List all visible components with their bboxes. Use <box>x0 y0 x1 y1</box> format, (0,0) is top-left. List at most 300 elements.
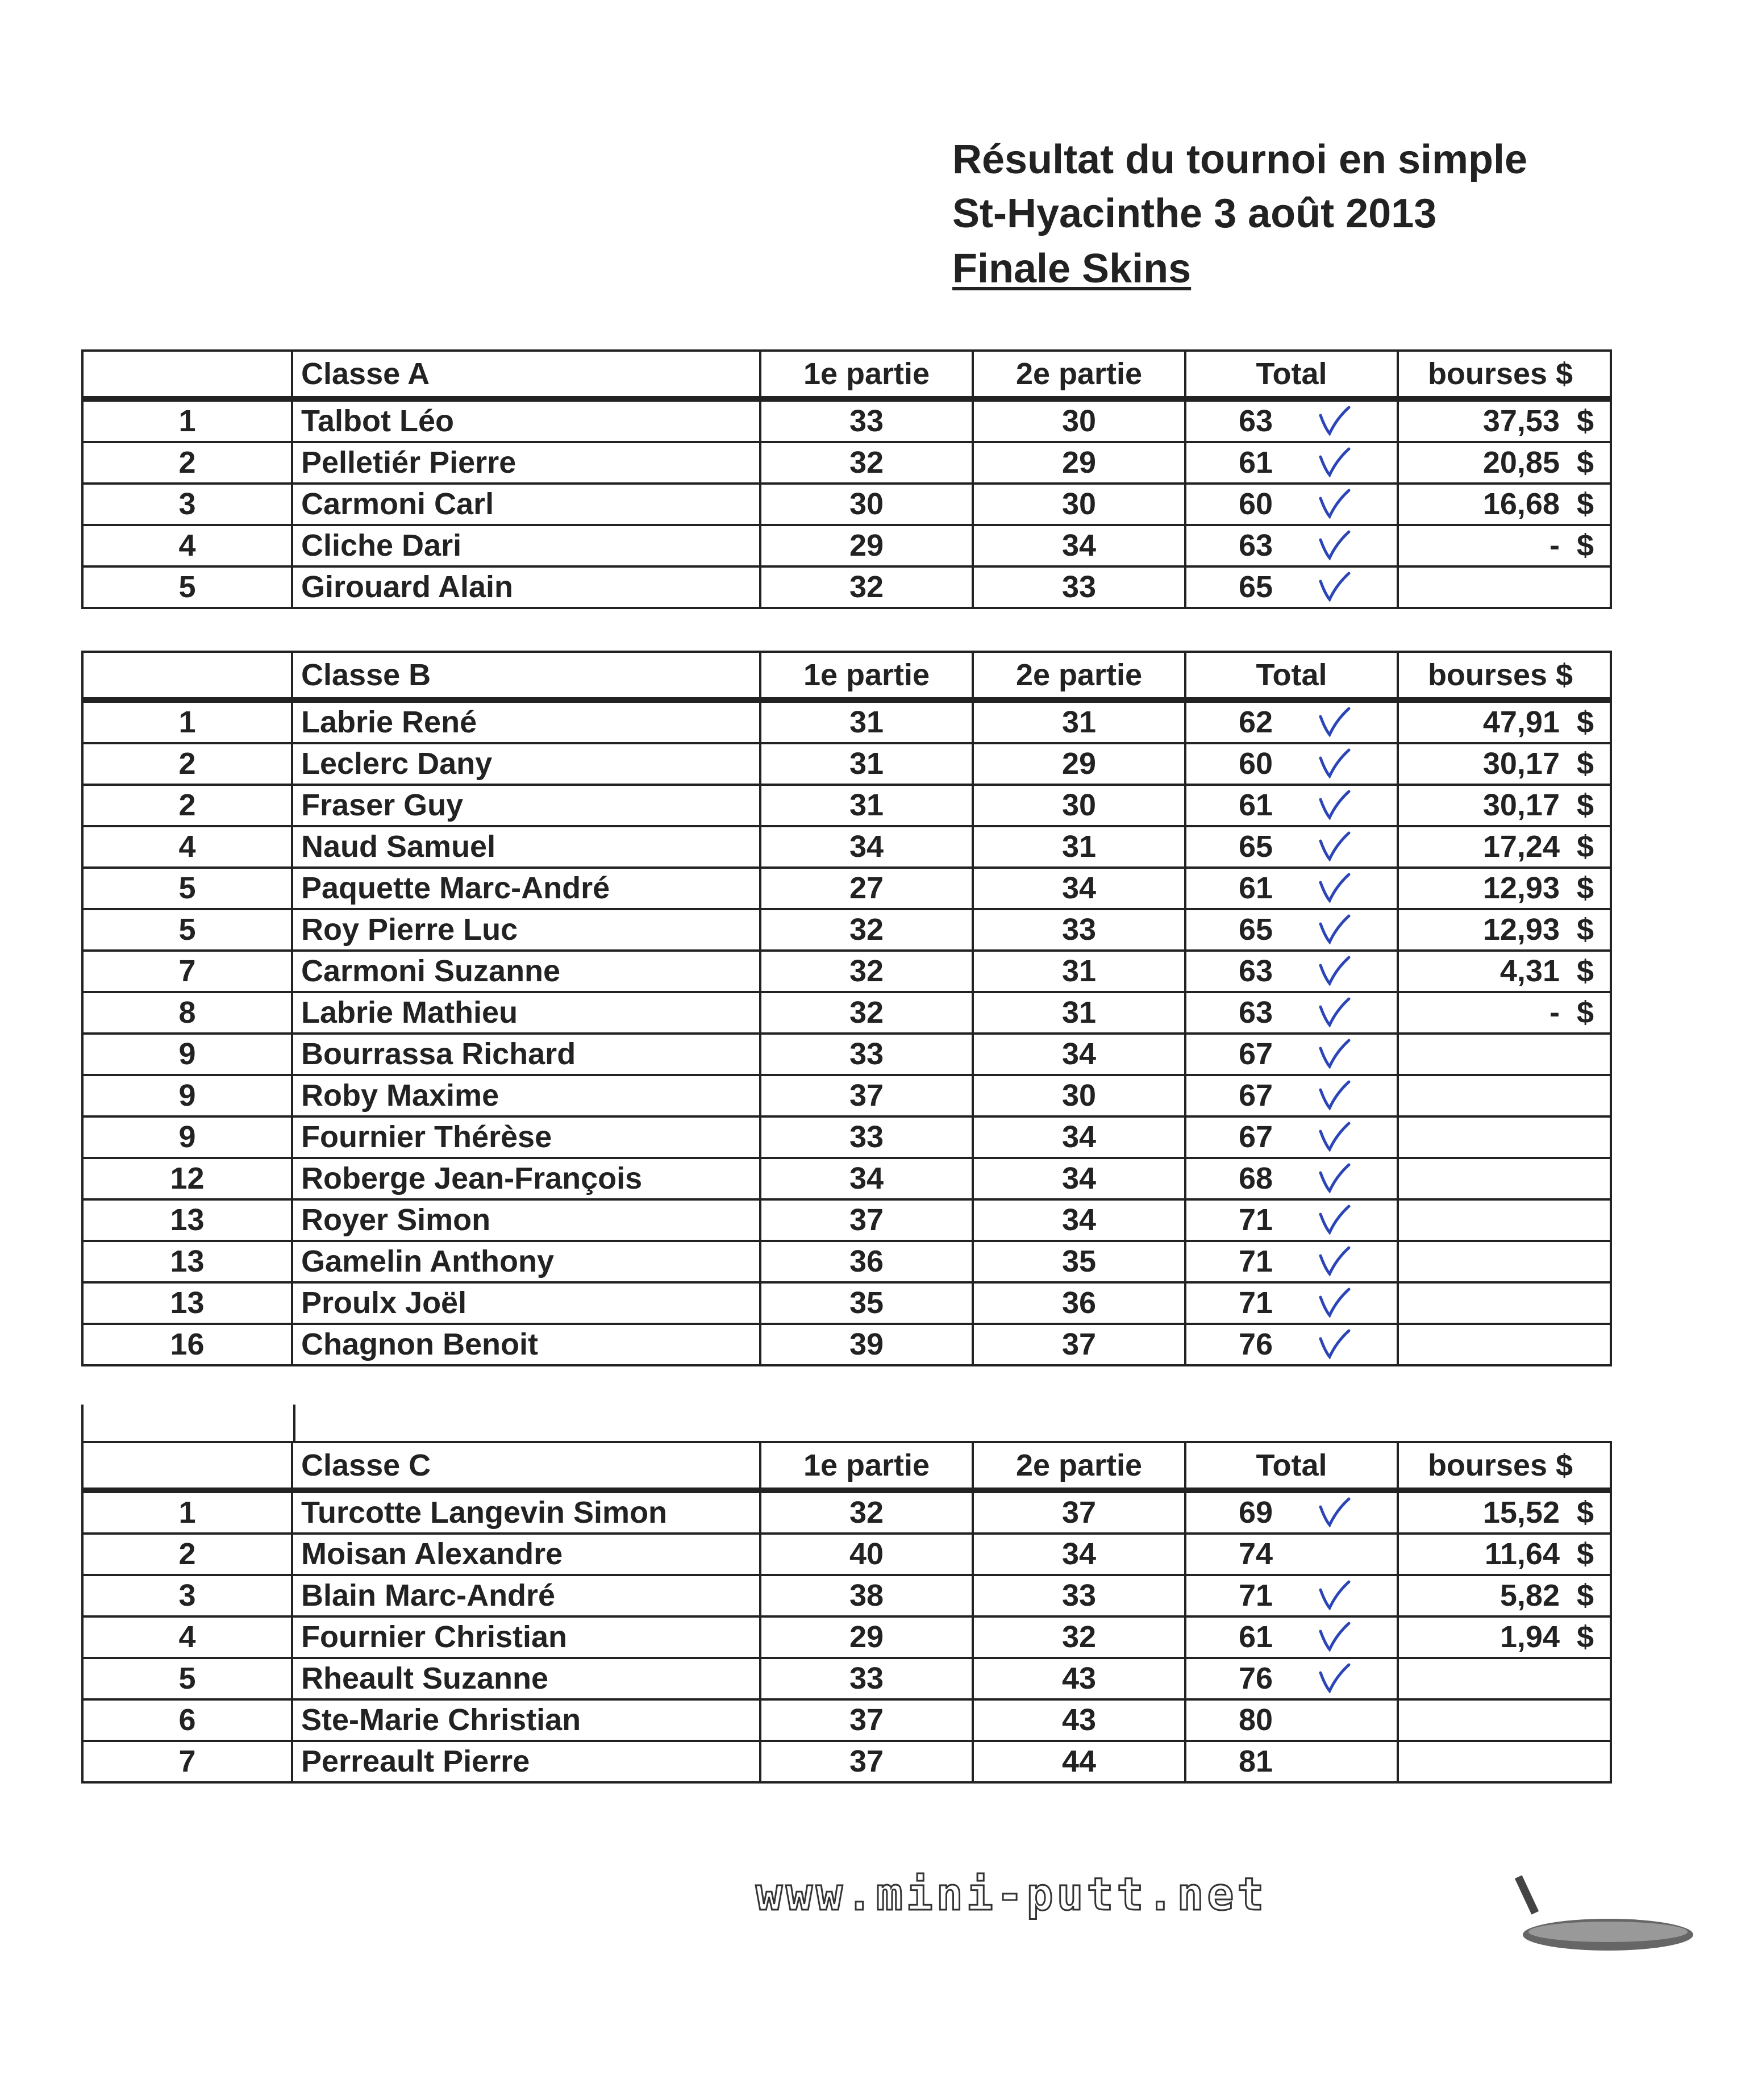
score-2e-partie-cell: 43 <box>973 1658 1185 1699</box>
purse-cell <box>1398 1282 1611 1324</box>
score-1e-partie-cell: 37 <box>760 1075 973 1116</box>
purse-amount: 47,91 <box>1482 705 1560 739</box>
player-name-cell: Roberge Jean-François <box>292 1158 760 1199</box>
player-name-cell: Girouard Alain <box>292 566 760 608</box>
purse-cell <box>1398 785 1611 826</box>
rank-cell: 5 <box>82 566 292 608</box>
score-1e-partie-cell: 31 <box>760 743 973 785</box>
purse-amount: 5,82 <box>1499 1578 1560 1613</box>
handwritten-checkmark-icon <box>1317 1621 1351 1653</box>
total-cell <box>1185 1324 1398 1365</box>
total-cell <box>1185 868 1398 909</box>
purse-amount: 30,17 <box>1482 788 1560 822</box>
score-1e-partie-cell: 29 <box>760 525 973 566</box>
purse-cell <box>1398 743 1611 785</box>
player-name-cell: Fournier Christian <box>292 1616 760 1658</box>
table-row <box>82 1658 1611 1699</box>
rank-cell: 1 <box>82 700 292 743</box>
total-value: 60 <box>1239 487 1273 521</box>
currency-symbol: $ <box>1576 995 1594 1030</box>
total-cell <box>1185 1158 1398 1199</box>
total-cell <box>1185 700 1398 743</box>
score-2e-partie-cell: 34 <box>973 1034 1185 1075</box>
total-cell <box>1185 743 1398 785</box>
total-value: 76 <box>1239 1661 1273 1695</box>
score-1e-partie-cell: 27 <box>760 868 973 909</box>
purse-cell <box>1398 525 1611 566</box>
rank-cell: 9 <box>82 1034 292 1075</box>
score-2e-partie-cell: 33 <box>973 566 1185 608</box>
purse-amount: 11,64 <box>1484 1537 1560 1571</box>
header-rank-cell <box>82 652 292 700</box>
score-2e-partie-cell: 30 <box>973 484 1185 525</box>
currency-symbol: $ <box>1576 705 1594 739</box>
rank-cell: 5 <box>82 1658 292 1699</box>
score-2e-partie-cell: 34 <box>973 525 1185 566</box>
column-header-bourses: bourses $ <box>1398 652 1611 700</box>
total-value: 71 <box>1239 1244 1273 1278</box>
purse-cell <box>1398 1116 1611 1158</box>
score-2e-partie-cell: 36 <box>973 1282 1185 1324</box>
purse-cell <box>1398 909 1611 951</box>
total-value: 63 <box>1239 528 1273 562</box>
player-name-cell: Roy Pierre Luc <box>292 909 760 951</box>
score-1e-partie-cell: 33 <box>760 1116 973 1158</box>
putter-icon <box>1506 1875 1693 1960</box>
currency-symbol: $ <box>1576 871 1594 905</box>
handwritten-checkmark-icon <box>1317 1121 1351 1153</box>
handwritten-checkmark-icon <box>1317 530 1351 561</box>
column-header-bourses: bourses $ <box>1398 351 1611 399</box>
purse-cell <box>1398 1034 1611 1075</box>
table-row <box>82 1741 1611 1782</box>
currency-symbol: $ <box>1576 445 1594 480</box>
player-name-cell: Fournier Thérèse <box>292 1116 760 1158</box>
score-2e-partie-cell: 31 <box>973 992 1185 1034</box>
score-2e-partie-cell: 33 <box>973 1575 1185 1616</box>
total-value: 68 <box>1239 1161 1273 1195</box>
rank-cell: 1 <box>82 1490 292 1534</box>
table-row <box>82 1034 1611 1075</box>
purse-cell <box>1398 1199 1611 1241</box>
player-name-cell: Cliche Dari <box>292 525 760 566</box>
total-cell <box>1185 951 1398 992</box>
player-name-cell: Carmoni Carl <box>292 484 760 525</box>
purse-cell <box>1398 1616 1611 1658</box>
table-row <box>82 909 1611 951</box>
handwritten-checkmark-icon <box>1317 789 1351 821</box>
handwritten-checkmark-icon <box>1317 872 1351 904</box>
total-cell <box>1185 525 1398 566</box>
currency-symbol: $ <box>1576 487 1594 521</box>
total-cell <box>1185 785 1398 826</box>
purse-cell <box>1398 566 1611 608</box>
score-1e-partie-cell: 40 <box>760 1534 973 1575</box>
score-2e-partie-cell: 30 <box>973 399 1185 442</box>
handwritten-checkmark-icon <box>1317 1080 1351 1111</box>
score-2e-partie-cell: 31 <box>973 700 1185 743</box>
player-name-cell: Moisan Alexandre <box>292 1534 760 1575</box>
score-2e-partie-cell: 34 <box>973 1116 1185 1158</box>
player-name-cell: Bourrassa Richard <box>292 1034 760 1075</box>
handwritten-checkmark-icon <box>1317 1328 1351 1360</box>
handwritten-checkmark-icon <box>1317 955 1351 987</box>
handwritten-checkmark-icon <box>1317 1038 1351 1070</box>
rank-cell: 5 <box>82 909 292 951</box>
score-1e-partie-cell: 37 <box>760 1741 973 1782</box>
player-name-cell: Pelletiér Pierre <box>292 442 760 484</box>
purse-cell <box>1398 1534 1611 1575</box>
total-cell <box>1185 909 1398 951</box>
rank-cell: 9 <box>82 1116 292 1158</box>
column-header-1e-partie: 1e partie <box>760 652 973 700</box>
handwritten-checkmark-icon <box>1317 571 1351 603</box>
purse-amount: - <box>1549 528 1560 562</box>
total-cell <box>1185 1282 1398 1324</box>
rank-cell: 16 <box>82 1324 292 1365</box>
currency-symbol: $ <box>1576 788 1594 822</box>
score-1e-partie-cell: 37 <box>760 1199 973 1241</box>
handwritten-checkmark-icon <box>1317 914 1351 945</box>
currency-symbol: $ <box>1576 830 1594 864</box>
score-1e-partie-cell: 30 <box>760 484 973 525</box>
player-name-cell: Labrie Mathieu <box>292 992 760 1034</box>
purse-amount: - <box>1549 995 1560 1030</box>
total-value: 67 <box>1239 1120 1273 1154</box>
handwritten-checkmark-icon <box>1317 1580 1351 1611</box>
total-cell <box>1185 1034 1398 1075</box>
rank-cell: 4 <box>82 826 292 868</box>
total-cell <box>1185 1575 1398 1616</box>
total-value: 81 <box>1239 1744 1273 1778</box>
purse-cell <box>1398 1699 1611 1741</box>
table-spacer-row <box>81 1405 1612 1441</box>
total-value: 63 <box>1239 995 1273 1030</box>
score-2e-partie-cell: 31 <box>973 951 1185 992</box>
total-cell <box>1185 399 1398 442</box>
handwritten-checkmark-icon <box>1317 997 1351 1028</box>
total-value: 63 <box>1239 954 1273 988</box>
purse-amount: 37,53 <box>1482 404 1560 438</box>
total-value: 61 <box>1239 1620 1273 1654</box>
player-name-cell: Rheault Suzanne <box>292 1658 760 1699</box>
player-name-cell: Proulx Joël <box>292 1282 760 1324</box>
purse-cell <box>1398 484 1611 525</box>
currency-symbol: $ <box>1576 528 1594 562</box>
total-cell <box>1185 826 1398 868</box>
purse-cell <box>1398 951 1611 992</box>
rank-cell: 3 <box>82 484 292 525</box>
purse-cell <box>1398 1241 1611 1282</box>
rank-cell: 3 <box>82 1575 292 1616</box>
total-cell <box>1185 566 1398 608</box>
purse-amount: 1,94 <box>1499 1620 1560 1654</box>
currency-symbol: $ <box>1576 747 1594 781</box>
rank-cell: 8 <box>82 992 292 1034</box>
total-cell <box>1185 1616 1398 1658</box>
header-rank-cell <box>82 351 292 399</box>
table-row <box>82 1616 1611 1658</box>
purse-amount: 16,68 <box>1482 487 1560 521</box>
rank-cell: 2 <box>82 743 292 785</box>
score-1e-partie-cell: 32 <box>760 566 973 608</box>
purse-cell <box>1398 700 1611 743</box>
handwritten-checkmark-icon <box>1317 1663 1351 1694</box>
purse-cell <box>1398 1741 1611 1782</box>
currency-symbol: $ <box>1576 404 1594 438</box>
score-2e-partie-cell: 29 <box>973 442 1185 484</box>
table-row <box>82 1282 1611 1324</box>
score-2e-partie-cell: 37 <box>973 1324 1185 1365</box>
class-label: Classe B <box>292 652 760 700</box>
total-value: 69 <box>1239 1495 1273 1530</box>
score-1e-partie-cell: 34 <box>760 826 973 868</box>
handwritten-checkmark-icon <box>1317 447 1351 478</box>
player-name-cell: Royer Simon <box>292 1199 760 1241</box>
rank-cell: 7 <box>82 951 292 992</box>
score-1e-partie-cell: 32 <box>760 442 973 484</box>
table-row <box>82 1241 1611 1282</box>
total-value: 71 <box>1239 1203 1273 1237</box>
purse-cell <box>1398 399 1611 442</box>
table-row <box>82 700 1611 743</box>
total-value: 61 <box>1239 871 1273 905</box>
column-header-total: Total <box>1185 1442 1398 1490</box>
purse-cell <box>1398 1490 1611 1534</box>
purse-cell <box>1398 1324 1611 1365</box>
table-row <box>82 992 1611 1034</box>
column-header-total: Total <box>1185 351 1398 399</box>
total-value: 74 <box>1239 1537 1273 1571</box>
total-cell <box>1185 1116 1398 1158</box>
total-cell <box>1185 484 1398 525</box>
column-header-bourses: bourses $ <box>1398 1442 1611 1490</box>
table-row <box>82 1699 1611 1741</box>
total-cell <box>1185 1741 1398 1782</box>
table-row <box>82 1158 1611 1199</box>
score-1e-partie-cell: 32 <box>760 951 973 992</box>
table-row <box>82 484 1611 525</box>
score-2e-partie-cell: 34 <box>973 1534 1185 1575</box>
handwritten-checkmark-icon <box>1317 706 1351 738</box>
handwritten-checkmark-icon <box>1317 748 1351 780</box>
score-2e-partie-cell: 44 <box>973 1741 1185 1782</box>
total-value: 65 <box>1239 913 1273 947</box>
score-1e-partie-cell: 32 <box>760 1490 973 1534</box>
player-name-cell: Blain Marc-André <box>292 1575 760 1616</box>
table-row <box>82 1075 1611 1116</box>
score-1e-partie-cell: 38 <box>760 1575 973 1616</box>
purse-amount: 12,93 <box>1482 871 1560 905</box>
player-name-cell: Leclerc Dany <box>292 743 760 785</box>
table-row <box>82 1490 1611 1534</box>
table-row <box>82 785 1611 826</box>
table-row <box>82 951 1611 992</box>
class-label: Classe C <box>292 1442 760 1490</box>
score-2e-partie-cell: 34 <box>973 1158 1185 1199</box>
header-rank-cell <box>82 1442 292 1490</box>
score-2e-partie-cell: 35 <box>973 1241 1185 1282</box>
total-value: 63 <box>1239 404 1273 438</box>
rank-cell: 7 <box>82 1741 292 1782</box>
player-name-cell: Naud Samuel <box>292 826 760 868</box>
purse-amount: 4,31 <box>1499 954 1560 988</box>
column-header-2e-partie: 2e partie <box>973 652 1185 700</box>
purse-cell <box>1398 826 1611 868</box>
score-1e-partie-cell: 36 <box>760 1241 973 1282</box>
player-name-cell: Perreault Pierre <box>292 1741 760 1782</box>
handwritten-checkmark-icon <box>1317 488 1351 520</box>
score-1e-partie-cell: 31 <box>760 785 973 826</box>
rank-cell: 9 <box>82 1075 292 1116</box>
purse-amount: 30,17 <box>1482 747 1560 781</box>
total-cell <box>1185 442 1398 484</box>
score-1e-partie-cell: 37 <box>760 1699 973 1741</box>
purse-cell <box>1398 1658 1611 1699</box>
purse-cell <box>1398 1158 1611 1199</box>
player-name-cell: Turcotte Langevin Simon <box>292 1490 760 1534</box>
player-name-cell: Roby Maxime <box>292 1075 760 1116</box>
table-row <box>82 566 1611 608</box>
score-2e-partie-cell: 29 <box>973 743 1185 785</box>
website-footer: www.mini-putt.net <box>756 1869 1268 1920</box>
table-row <box>82 1575 1611 1616</box>
purse-cell <box>1398 1575 1611 1616</box>
score-2e-partie-cell: 32 <box>973 1616 1185 1658</box>
total-cell <box>1185 1658 1398 1699</box>
total-value: 60 <box>1239 747 1273 781</box>
column-header-1e-partie: 1e partie <box>760 1442 973 1490</box>
handwritten-checkmark-icon <box>1317 831 1351 863</box>
column-header-2e-partie: 2e partie <box>973 351 1185 399</box>
score-1e-partie-cell: 34 <box>760 1158 973 1199</box>
total-cell <box>1185 1075 1398 1116</box>
score-2e-partie-cell: 33 <box>973 909 1185 951</box>
total-value: 67 <box>1239 1078 1273 1112</box>
table-header-row <box>82 652 1611 700</box>
purse-amount: 12,93 <box>1482 913 1560 947</box>
total-cell <box>1185 1199 1398 1241</box>
rank-cell: 4 <box>82 525 292 566</box>
total-value: 62 <box>1239 705 1273 739</box>
rank-cell: 13 <box>82 1282 292 1324</box>
total-value: 65 <box>1239 570 1273 604</box>
score-1e-partie-cell: 35 <box>760 1282 973 1324</box>
score-1e-partie-cell: 33 <box>760 399 973 442</box>
handwritten-checkmark-icon <box>1317 405 1351 437</box>
currency-symbol: $ <box>1576 913 1594 947</box>
score-2e-partie-cell: 30 <box>973 1075 1185 1116</box>
player-name-cell: Gamelin Anthony <box>292 1241 760 1282</box>
score-1e-partie-cell: 29 <box>760 1616 973 1658</box>
purse-cell <box>1398 868 1611 909</box>
total-value: 71 <box>1239 1578 1273 1613</box>
total-cell <box>1185 992 1398 1034</box>
score-1e-partie-cell: 32 <box>760 909 973 951</box>
results-table-classe-b <box>81 651 1612 1366</box>
purse-cell <box>1398 1075 1611 1116</box>
rank-cell: 13 <box>82 1241 292 1282</box>
player-name-cell: Ste-Marie Christian <box>292 1699 760 1741</box>
rank-cell: 2 <box>82 1534 292 1575</box>
player-name-cell: Labrie René <box>292 700 760 743</box>
table-row <box>82 868 1611 909</box>
player-name-cell: Chagnon Benoit <box>292 1324 760 1365</box>
class-label: Classe A <box>292 351 760 399</box>
score-2e-partie-cell: 30 <box>973 785 1185 826</box>
player-name-cell: Carmoni Suzanne <box>292 951 760 992</box>
handwritten-checkmark-icon <box>1317 1245 1351 1277</box>
player-name-cell: Paquette Marc-André <box>292 868 760 909</box>
column-header-2e-partie: 2e partie <box>973 1442 1185 1490</box>
total-value: 61 <box>1239 788 1273 822</box>
table-row <box>82 1199 1611 1241</box>
table-row <box>82 525 1611 566</box>
results-table-classe-c <box>81 1441 1612 1784</box>
purse-cell <box>1398 992 1611 1034</box>
score-2e-partie-cell: 34 <box>973 868 1185 909</box>
rank-cell: 6 <box>82 1699 292 1741</box>
currency-symbol: $ <box>1576 1620 1594 1654</box>
total-value: 80 <box>1239 1703 1273 1737</box>
purse-cell <box>1398 442 1611 484</box>
rank-cell: 2 <box>82 442 292 484</box>
purse-amount: 17,24 <box>1482 830 1560 864</box>
purse-amount: 20,85 <box>1482 445 1560 480</box>
total-cell <box>1185 1699 1398 1741</box>
score-1e-partie-cell: 33 <box>760 1658 973 1699</box>
total-cell <box>1185 1241 1398 1282</box>
total-value: 61 <box>1239 445 1273 480</box>
rank-cell: 13 <box>82 1199 292 1241</box>
table-row <box>82 1116 1611 1158</box>
rank-cell: 1 <box>82 399 292 442</box>
total-cell <box>1185 1490 1398 1534</box>
total-value: 65 <box>1239 830 1273 864</box>
score-2e-partie-cell: 37 <box>973 1490 1185 1534</box>
currency-symbol: $ <box>1576 1537 1594 1571</box>
currency-symbol: $ <box>1576 1578 1594 1613</box>
table-header-row <box>82 1442 1611 1490</box>
score-2e-partie-cell: 34 <box>973 1199 1185 1241</box>
score-1e-partie-cell: 32 <box>760 992 973 1034</box>
total-cell <box>1185 1534 1398 1575</box>
table-row <box>82 442 1611 484</box>
table-row <box>82 1324 1611 1365</box>
table-row <box>82 826 1611 868</box>
handwritten-checkmark-icon <box>1317 1162 1351 1194</box>
table-row <box>82 743 1611 785</box>
rank-cell: 2 <box>82 785 292 826</box>
score-1e-partie-cell: 39 <box>760 1324 973 1365</box>
rank-cell: 5 <box>82 868 292 909</box>
currency-symbol: $ <box>1576 954 1594 988</box>
total-value: 67 <box>1239 1037 1273 1071</box>
handwritten-checkmark-icon <box>1317 1497 1351 1528</box>
table-header-row <box>82 351 1611 399</box>
column-header-total: Total <box>1185 652 1398 700</box>
handwritten-checkmark-icon <box>1317 1204 1351 1236</box>
player-name-cell: Fraser Guy <box>292 785 760 826</box>
handwritten-checkmark-icon <box>1317 1287 1351 1319</box>
rank-cell: 4 <box>82 1616 292 1658</box>
score-2e-partie-cell: 31 <box>973 826 1185 868</box>
score-1e-partie-cell: 33 <box>760 1034 973 1075</box>
column-header-1e-partie: 1e partie <box>760 351 973 399</box>
total-value: 71 <box>1239 1286 1273 1320</box>
score-2e-partie-cell: 43 <box>973 1699 1185 1741</box>
player-name-cell: Talbot Léo <box>292 399 760 442</box>
